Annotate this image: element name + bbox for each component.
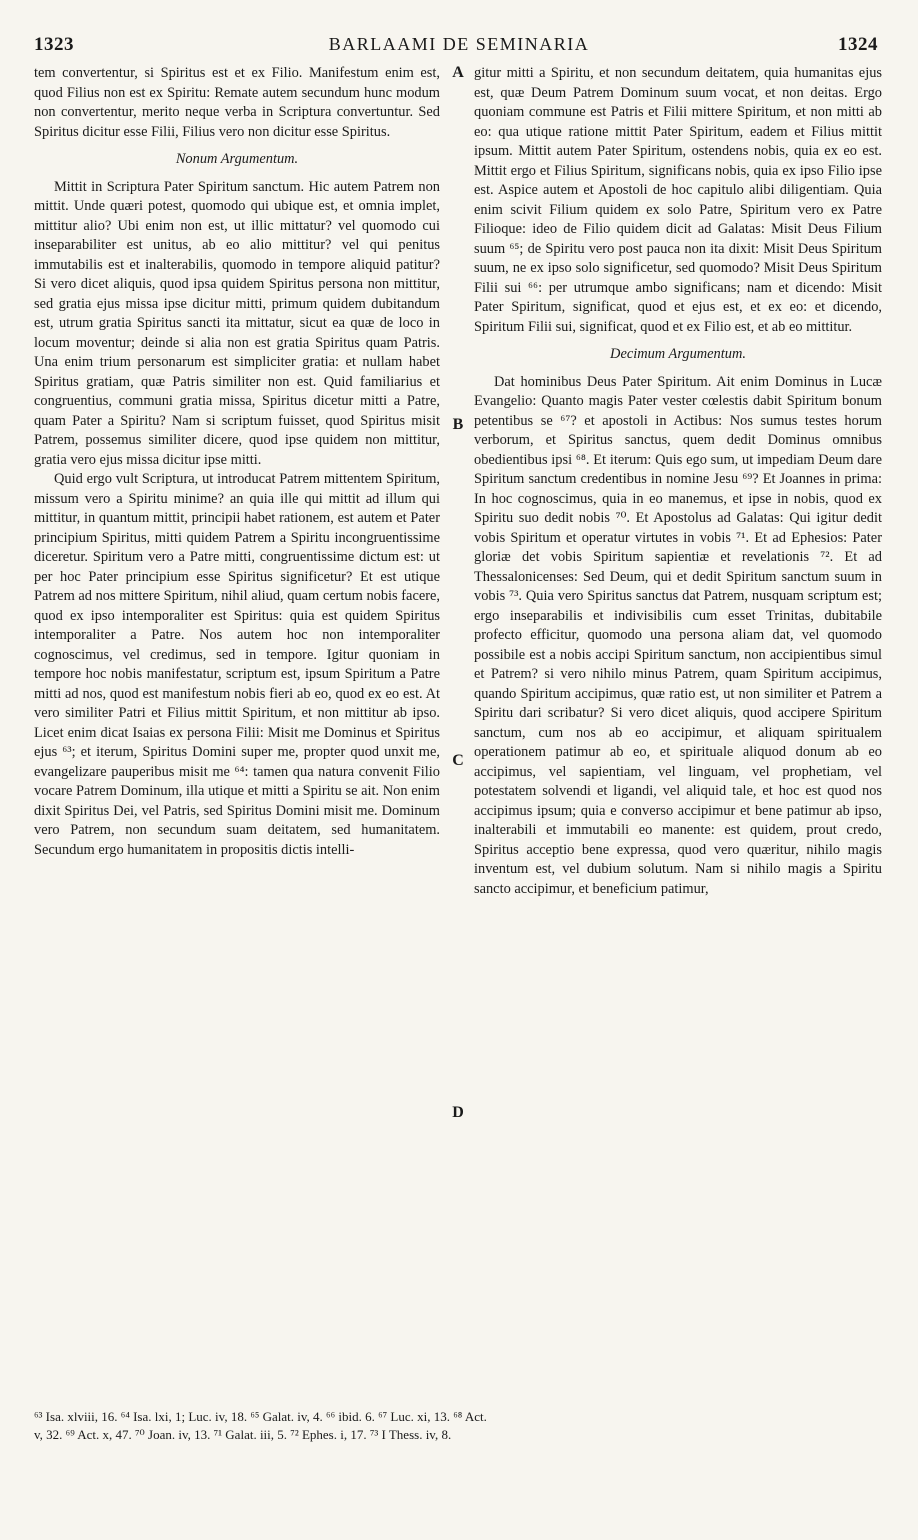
left-column [34,64,440,860]
section-heading: Nonum Argumentum. [175,151,299,167]
footnotes [34,1408,882,1444]
paragraph: tem convertentur, si Spiritus est et ex Filio. Manifestum enim est, quod Filius non est ex Spiritu: Remate autem secundum hunc modum non convertentur, merito neque verba in Scriptura convertuntur. Sed Spiritus dicitur esse Filii, Filius vero non dicitur esse Spiritus. [34,65,440,140]
page-number-left: 1323 [34,34,74,55]
paragraph: Mittit in Scriptura Pater Spiritum sanctum. Hic autem Patrem non mittit. Unde quæri potest, quomodo qui ubique est, et omnia implet, mittitur alio? Ubi enim non est, ut illic mittatur? vel quomodo cui inseparabiliter est unitus, ab eo alio mittitur? vel qui penitus immutabilis est et inalterabilis, quomodo in tempore aliquid patitur? Si vero dicet aliquis, quod ipsa quidem Spiritus persona non mittitur, sed gratia ejus missa ipse dicitur mitti, primum quidem dubitandum est, utrum gratia Spiritus sancti ita mittatur, sicut ea quæ de loco in locum moventur; deinde si alia non est gratia Spiritus quam Patris. Una enim trium personarum est simpliciter gratia: et nullam habet Spiritus gratiam, quæ Patris similiter non est. Quid familiarius et congruentius, communi gratia missa, Spiritus dicetur mitti a Patre, quam Pater a Spiritu? Nam si scriptum fuisset, quod Spiritus misit Patrem, possemus similiter dicere, quod ipse quidem non mittitur, gratia vero ejus missa dicitur ipse mitti. [34,178,440,468]
margin-letter-d: D [452,1104,464,1121]
right-column [474,64,882,899]
margin-letter-b: B [452,416,464,433]
paragraph: gitur mitti a Spiritu, et non secundum deitatem, quia humanitas ejus est, quæ Deum Patrem Dominum suum vocat, et non deitas. Ergo quoniam commune est Patris et Filii mittere Spiritum, et non mitti ab eo: qua utique ratione mittit Pater Spiritum, eadem et Filius mittit ipsum. Mittit autem Pater Spiritum, ostendens nobis, quia ex eo est. Mittit ergo et Filius Spiritum, significans nobis, quia ex ipso Filio ipse est. Aspice autem et Apostoli de hoc capitulo alibi diligentiam. Quia enim scivit Filium quidem ex solo Patre, Spiritum vero ex Patre Filioque: ideo de Filio quidem dicit ad Galatas: Misit Deus Filium suum ⁶⁵; de Spiritu vero post pauca non ita dixit: Misit Deus Spiritum suum, ne ex ipso solo significetur, sed quomodo? Misit Deus Spiritum Filii sui ⁶⁶: per utrumque ambo significans; nam et dicendo: Misit Pater Spiritum, significat, quod et ejus est, et ex eo: et dicendo, Spiritum Filii sui, significat, quod et ex Filio est, et ab eo mittitur. [474,65,882,335]
running-header [0,34,918,58]
footnote-line: ⁶³ Isa. xlviii, 16. ⁶⁴ Isa. lxi, 1; Luc. iv, 18. ⁶⁵ Galat. iv, 4. ⁶⁶ ibid. 6. ⁶⁷ Luc. xi, 13. ⁶⁸ Act. [34,1409,487,1424]
section-heading: Decimum Argumentum. [610,346,746,362]
page-number-right: 1324 [838,34,878,55]
paragraph: Quid ergo vult Scriptura, ut introducat Patrem mittentem Spiritum, missum vero a Spiritu minime? an quia ille qui mittit ad illum qui mittitur, in quantum mittit, principii habet rationem, est autem et Pater principium Spiritus, mitti quidem Patrem a Spiritu incongruentissime diceretur. Spiritum vero a Patre mitti, congruentissime dictum est: ut per hoc Pater principium esse Spiritus significetur? Et est utique Patrem ad nos mittere Spiritum, nihil aliud, quam certum nobis facere, quod ex ipso intemporaliter est Spiritus: quia est quidem Spiritus intemporaliter a Patre. Nos autem hoc non intemporaliter cognoscimus, vel credimus, sed in tempore. Igitur quoniam in tempore hoc nobis manifestatur, scriptum est, ipsum Spiritum a Patre mitti ad nos, quod est manifestum nobis fieri ab eo, quod ex eo est. At vero similiter Patri et Filius mittit Spiritum, et non mittitur ab ipso. Licet enim dicat Isaias ex persona Filii: Misit me Dominus et Spiritus ejus ⁶³; et iterum, Spiritus Domini super me, propter quod unxit me, evangelizare pauperibus misit me ⁶⁴: tamen qua natura convenit Filio vocare Patrem Dominum, illa utique et mitti a Spiritu se ait. Non enim dixit Spiritus Dei, vel Patris, sed Spiritus Domini misit me. Dominum vero Patrem, non secundum suam deitatem, sed humanitatem. Secundum ergo humanitatem in propositis dictis intelli- [34,471,440,858]
margin-letters [448,64,468,1124]
running-title: BARLAAMI DE SEMINARIA [328,34,590,54]
margin-letter-a: A [452,64,464,81]
paragraph: Dat hominibus Deus Pater Spiritum. Ait enim Dominus in Lucæ Evangelio: Quanto magis Pater vester cœlestis dabit Spiritum bonum petentibus se ⁶⁷? et apostoli in Actibus: Nos sumus testes horum verborum, et Spiritus sanctus, quem dedit Dominus omnibus obedientibus ipsi ⁶⁸. Et iterum: Quis ego sum, ut impediam Deum dare Spiritum sanctum credentibus in nomine Jesu ⁶⁹? Et Joannes in prima: In hoc cognoscimus, quia in eo manemus, et ipse in nobis, quod ex Spiritu suo dedit nobis ⁷⁰. Et Apostolus ad Galatas: Qui igitur dedit vobis Spiritum et operatur virtutes in vobis ⁷¹. Et ad Ephesios: Pater gloriæ det vobis Spiritum sapientiæ et revelationis ⁷². Et ad Thessalonicenses: Sed Deum, qui et dedit Spiritum sanctum suum in vobis ⁷³. Quia vero Spiritus sanctus dat Patrem, nusquam scriptum est; ergo inseparabilis et indivisibilis cum esset Trinitas, dubitabile profecto efficitur, quomodo una persona aliam dat, vel quomodo possibile est a nobis accipi Spiritum sanctum, non accipientibus simul et Patrem? si vero nihilo minus Patrem, quam Spiritum accipimus, quando Spiritum accipimus, quæ ratio est, ut non similiter et Patrem a Spiritu dari scribatur? Si vero dicet aliquis, quod accipere Spiritum sanctum, cum nos ab eo accipimur, et aliquam spiritualem operationem patimur ab eo, et spirituale aliquod donum ab eo accipimus, vel sapientiam, vel linguam, vel prophetiam, vel potestatem solvendi et ligandi, vel aliquid tale, et hoc est quod nos accipimus ipsum; quia e converso accipimur et bene patimur ab ipso, inalterabili et immutabili eo manente: est quidem, prout credo, Spiritus acceptio bene expressa, quod vero quæritur, nihilo magis inventum est, vel dubium solutum. Nam si nihilo magis a Spiritu sancto accipimur, et beneficium patimur, [474,373,882,897]
margin-letter-c: C [452,752,464,769]
footnote-line: v, 32. ⁶⁹ Act. x, 47. ⁷⁰ Joan. iv, 13. ⁷¹ Galat. iii, 5. ⁷² Ephes. i, 17. ⁷³ I Thess. iv, 8. [34,1427,452,1442]
